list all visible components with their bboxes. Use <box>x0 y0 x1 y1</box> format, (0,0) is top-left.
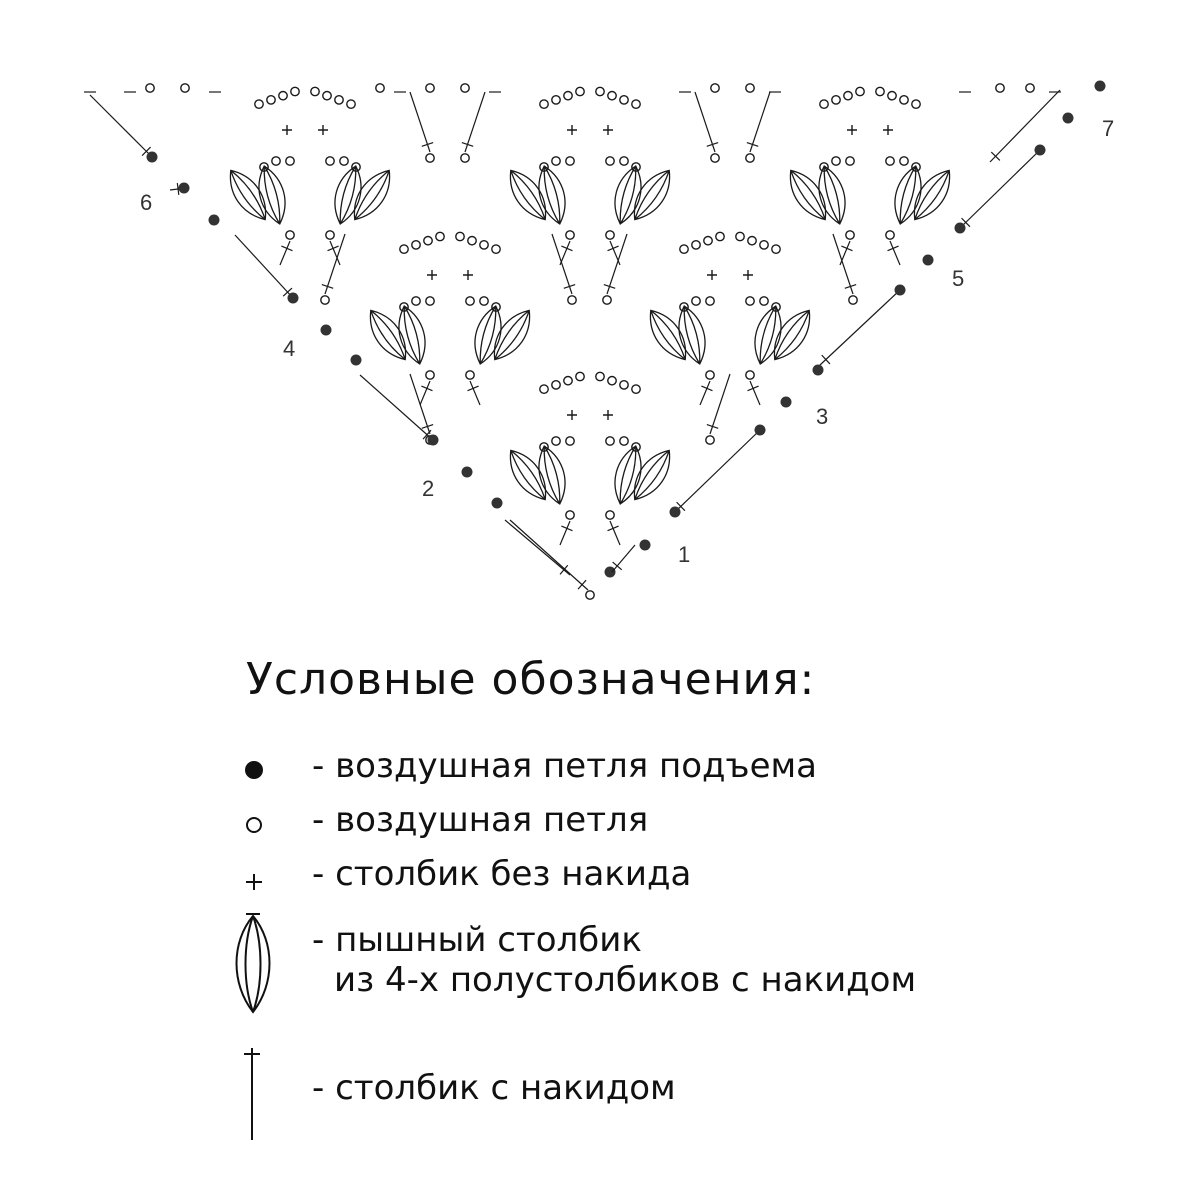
double-crochet <box>750 381 760 405</box>
double-crochet-bar <box>468 386 479 391</box>
single-crochet <box>318 125 328 135</box>
chain-stitch <box>326 231 334 239</box>
chain-stitch <box>323 92 331 100</box>
turning-chain <box>147 152 158 163</box>
chain-stitch <box>849 296 857 304</box>
double-crochet <box>750 92 770 152</box>
chain-stitch <box>832 157 840 165</box>
double-crochet <box>470 381 480 405</box>
turning-chain <box>895 285 906 296</box>
turning-chain <box>813 365 824 376</box>
chain-stitch <box>552 157 560 165</box>
chain-stitch <box>596 87 604 95</box>
chain-stitch <box>552 437 560 445</box>
turning-chain <box>781 397 792 408</box>
chain-stitch <box>552 381 560 389</box>
turning-chain <box>1095 81 1106 92</box>
chain-stitch <box>748 237 756 245</box>
chain-stitch <box>424 237 432 245</box>
chain-stitch <box>576 372 584 380</box>
single-crochet <box>282 125 292 135</box>
double-crochet <box>280 241 290 265</box>
chain-stitch <box>461 84 469 92</box>
legend-item-chain <box>240 800 1120 844</box>
chain-stitch <box>480 241 488 249</box>
double-crochet <box>420 381 430 405</box>
double-crochet-bar <box>748 386 759 391</box>
legend-text-puff-stitch-line2: из 4-х полустолбиков с накидом <box>334 960 917 1000</box>
legend <box>240 650 1140 1170</box>
turning-chain <box>462 467 473 478</box>
double-crochet <box>695 92 715 152</box>
row-number-1: 1 <box>678 542 691 567</box>
turning-chain <box>955 223 966 234</box>
chain-stitch <box>716 232 724 240</box>
double-crochet-bar <box>608 526 619 531</box>
chain-stitch <box>876 87 884 95</box>
legend-text-chain-raise: - воздушная петля подъема <box>312 746 817 786</box>
single-crochet <box>707 270 717 280</box>
chain-stitch <box>620 437 628 445</box>
row-number-4: 4 <box>283 336 296 361</box>
double-crochet <box>960 150 1040 228</box>
chain-stitch <box>426 84 434 92</box>
chain-stitch <box>746 297 754 305</box>
chain-stitch <box>680 245 688 253</box>
chain-stitch <box>564 92 572 100</box>
chain-stitch <box>566 157 574 165</box>
chain-stitch <box>321 296 329 304</box>
legend-text-chain: - воздушная петля <box>312 800 649 840</box>
chain-stitch <box>900 157 908 165</box>
chain-stitch <box>606 511 614 519</box>
double-crochet-bar <box>177 183 178 195</box>
chain-stitch <box>706 371 714 379</box>
chain-stitch <box>376 84 384 92</box>
chain-stitch <box>820 100 828 108</box>
turning-chain <box>428 435 439 446</box>
chain-stitch <box>711 154 719 162</box>
chain-stitch <box>272 157 280 165</box>
legend-item-double-crochet <box>240 1042 1120 1142</box>
double-crochet <box>410 92 430 152</box>
double-crochet-bar <box>701 386 712 391</box>
legend-item-puff-stitch <box>240 912 1120 1022</box>
chain-stitch <box>552 96 560 104</box>
chain-stitch <box>606 437 614 445</box>
legend-text-single-crochet: - столбик без накида <box>312 854 692 894</box>
legend-text-puff-stitch: - пышный столбик <box>312 920 642 960</box>
chain-stitch <box>267 96 275 104</box>
chain-stitch <box>286 231 294 239</box>
double-crochet-bar <box>281 246 292 251</box>
single-crochet <box>743 270 753 280</box>
chain-stitch <box>255 100 263 108</box>
chain-stitch <box>888 92 896 100</box>
double-crochet <box>465 92 485 152</box>
chain-stitch <box>846 231 854 239</box>
double-crochet <box>510 520 588 590</box>
turning-chain <box>351 355 362 366</box>
double-crochet <box>360 375 433 440</box>
turning-chain <box>1063 113 1074 124</box>
chain-stitch <box>335 96 343 104</box>
chain-stitch <box>832 96 840 104</box>
single-crochet <box>567 410 577 420</box>
double-crochet <box>890 241 900 265</box>
chain-stitch <box>436 232 444 240</box>
chain-stitch <box>480 297 488 305</box>
double-crochet-bar <box>421 386 432 391</box>
double-crochet-bar <box>561 526 572 531</box>
turning-chain <box>179 183 190 194</box>
chain-stitch <box>492 245 500 253</box>
chain-stitch <box>426 371 434 379</box>
chain-stitch <box>564 377 572 385</box>
chain-stitch <box>772 245 780 253</box>
double-crochet <box>820 290 900 365</box>
chain-stitch <box>412 241 420 249</box>
turning-chain <box>923 255 934 266</box>
double-crochet <box>235 235 293 298</box>
chain-stitch <box>620 96 628 104</box>
chain-stitch <box>576 87 584 95</box>
puff-stitch-icon <box>226 912 286 1022</box>
double-crochet <box>505 520 570 575</box>
chain-stitch <box>620 157 628 165</box>
row-number-7: 7 <box>1102 116 1115 141</box>
chain-stitch <box>632 385 640 393</box>
chain-stitch <box>900 96 908 104</box>
chain-stitch <box>844 92 852 100</box>
turning-chain <box>605 567 616 578</box>
chain-stitch <box>760 241 768 249</box>
chain-stitch <box>846 157 854 165</box>
chain-stitch <box>566 231 574 239</box>
open-circle-icon <box>240 800 280 844</box>
plus-icon <box>240 854 280 898</box>
chain-stitch <box>461 154 469 162</box>
chain-stitch <box>540 100 548 108</box>
legend-item-chain-raise <box>240 746 1120 790</box>
chain-stitch <box>760 297 768 305</box>
legend-item-single-crochet <box>240 854 1120 898</box>
turning-chain <box>640 540 651 551</box>
row-number-2: 2 <box>422 476 435 501</box>
chain-stitch <box>856 87 864 95</box>
chain-stitch <box>426 297 434 305</box>
single-crochet <box>847 125 857 135</box>
legend-text-double-crochet: - столбик с накидом <box>312 1068 676 1108</box>
single-crochet <box>427 270 437 280</box>
chain-stitch <box>746 84 754 92</box>
single-crochet <box>463 270 473 280</box>
chain-stitch <box>466 371 474 379</box>
turning-chain <box>209 215 220 226</box>
chain-stitch <box>596 372 604 380</box>
double-crochet <box>610 521 620 545</box>
single-crochet <box>567 125 577 135</box>
double-crochet-bar <box>608 246 619 251</box>
double-crochet <box>710 374 730 434</box>
chain-stitch <box>340 157 348 165</box>
double-crochet-bar <box>841 246 852 251</box>
double-crochet <box>410 374 430 434</box>
chain-stitch <box>412 297 420 305</box>
double-crochet-icon <box>240 1042 280 1142</box>
chain-stitch <box>711 84 719 92</box>
double-crochet-bar <box>328 246 339 251</box>
turning-chain <box>321 325 332 336</box>
chain-stitch <box>286 157 294 165</box>
double-crochet <box>325 234 345 294</box>
double-crochet <box>607 234 627 294</box>
chain-stitch <box>566 511 574 519</box>
row-number-3: 3 <box>816 404 829 429</box>
row-number-6: 6 <box>140 190 153 215</box>
chain-stitch <box>181 84 189 92</box>
chain-stitch <box>706 297 714 305</box>
chain-stitch <box>632 100 640 108</box>
chain-stitch <box>291 87 299 95</box>
double-crochet <box>990 90 1060 162</box>
double-crochet <box>612 545 635 572</box>
chain-stitch <box>746 371 754 379</box>
chain-stitch <box>746 154 754 162</box>
turning-chain <box>755 425 766 436</box>
chain-stitch <box>606 157 614 165</box>
double-crochet <box>675 430 760 512</box>
double-crochet <box>560 521 570 545</box>
chain-stitch <box>886 157 894 165</box>
double-crochet <box>833 234 853 294</box>
chain-stitch <box>1026 84 1034 92</box>
filled-dot-icon <box>240 746 280 790</box>
chain-stitch <box>996 84 1004 92</box>
legend-title: Условные обозначения: <box>246 654 816 705</box>
single-crochet <box>603 125 613 135</box>
chain-stitch <box>886 231 894 239</box>
single-crochet <box>883 125 893 135</box>
chain-stitch <box>400 245 408 253</box>
single-crochet <box>603 410 613 420</box>
chain-stitch <box>606 231 614 239</box>
chain-stitch <box>566 437 574 445</box>
chain-stitch <box>608 92 616 100</box>
chain-stitch <box>704 237 712 245</box>
chain-stitch <box>326 157 334 165</box>
chain-stitch <box>568 296 576 304</box>
row-number-5: 5 <box>952 266 965 291</box>
chain-stitch <box>620 381 628 389</box>
chain-stitch <box>692 297 700 305</box>
chain-stitch <box>347 100 355 108</box>
chain-stitch <box>912 100 920 108</box>
turning-chain <box>492 498 503 509</box>
chain-stitch <box>608 377 616 385</box>
chain-stitch <box>311 87 319 95</box>
double-crochet <box>840 241 850 265</box>
double-crochet <box>700 381 710 405</box>
chain-stitch <box>426 154 434 162</box>
chain-stitch <box>468 237 476 245</box>
chain-stitch <box>456 232 464 240</box>
double-crochet-bar <box>561 246 572 251</box>
turning-chain <box>670 507 681 518</box>
chain-stitch <box>540 385 548 393</box>
chain-stitch <box>146 84 154 92</box>
double-crochet-bar <box>888 246 899 251</box>
chain-stitch <box>466 297 474 305</box>
chain-stitch <box>603 296 611 304</box>
chain-stitch <box>279 92 287 100</box>
double-crochet <box>610 241 620 265</box>
chain-stitch <box>706 436 714 444</box>
double-crochet <box>90 95 152 157</box>
chain-stitch <box>736 232 744 240</box>
turning-chain <box>1035 145 1046 156</box>
chain-stitch <box>692 241 700 249</box>
turning-chain <box>288 293 299 304</box>
chain-stitch <box>586 591 594 599</box>
